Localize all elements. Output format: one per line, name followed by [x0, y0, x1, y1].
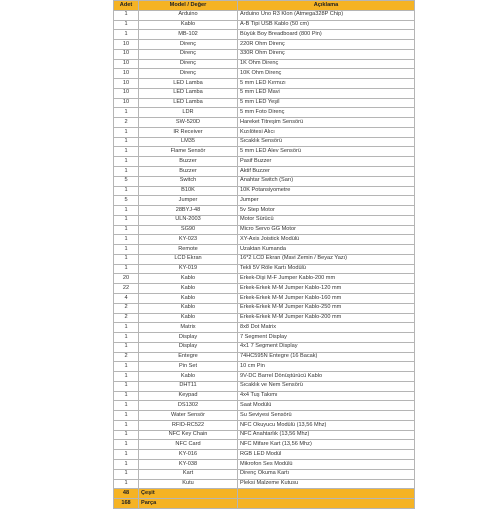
cell-adet: 1	[114, 420, 139, 430]
cell-adet: 1	[114, 479, 139, 489]
table-row	[114, 49, 415, 59]
cell-aciklama: 1K Ohm Direnç	[238, 59, 415, 69]
cell-adet: 1	[114, 157, 139, 167]
table-row	[114, 235, 415, 245]
cell-aciklama: 7 Segment Display	[238, 333, 415, 343]
cell-model: Kablo	[139, 293, 238, 303]
cell-aciklama: Erkek-Erkek M-M Jumper Kablo-200 mm	[238, 313, 415, 323]
cell-adet: 1	[114, 459, 139, 469]
cell-adet: 10	[114, 49, 139, 59]
cell-aciklama: Micro Servo GG Motor	[238, 225, 415, 235]
cell-model: NFC Card	[139, 440, 238, 450]
table-row	[114, 40, 415, 50]
cell-aciklama: 4x1 7 Segment Display	[238, 342, 415, 352]
table-row	[114, 127, 415, 137]
cell-aciklama: Aktif Buzzer	[238, 167, 415, 177]
cell-model: MB-102	[139, 30, 238, 40]
cell-aciklama: 5 mm LED Kırmızı	[238, 79, 415, 89]
table-row	[114, 245, 415, 255]
cell-model: Kablo	[139, 372, 238, 382]
cell-adet: 1	[114, 323, 139, 333]
table-row	[114, 157, 415, 167]
table-row	[114, 264, 415, 274]
cell-adet: 1	[114, 137, 139, 147]
table-row	[114, 274, 415, 284]
cell-aciklama: 4x4 Tuş Takımı	[238, 391, 415, 401]
table-row	[114, 206, 415, 216]
table-row	[114, 186, 415, 196]
table-row	[114, 59, 415, 69]
cell-aciklama: 9V-DC Barrel Dönüştürücü Kablo	[238, 372, 415, 382]
cell-adet: 10	[114, 40, 139, 50]
cell-adet: 1	[114, 411, 139, 421]
cell-model: Buzzer	[139, 157, 238, 167]
cell-adet: 1	[114, 469, 139, 479]
table-row	[114, 20, 415, 30]
cell-adet: 1	[114, 450, 139, 460]
cell-model: Pin Set	[139, 362, 238, 372]
cell-aciklama: Jumper	[238, 196, 415, 206]
cell-model: RFID-RC522	[139, 420, 238, 430]
table-row	[114, 372, 415, 382]
cell-model: LED Lamba	[139, 79, 238, 89]
table-footer	[114, 489, 415, 509]
column-header-model: Model / Değer	[139, 1, 238, 11]
cell-aciklama: Erkek-Erkek M-M Jumper Kablo-250 mm	[238, 303, 415, 313]
cell-adet: 1	[114, 30, 139, 40]
cell-adet: 1	[114, 430, 139, 440]
cell-model: Kablo	[139, 274, 238, 284]
cell-model: Buzzer	[139, 167, 238, 177]
cell-model: Kablo	[139, 284, 238, 294]
cell-model: Flame Sensör	[139, 147, 238, 157]
cell-aciklama: NFC Mifare Kart (13,56 Mhz)	[238, 440, 415, 450]
cell-aciklama: Tekli 5V Röle Kartı Modülü	[238, 264, 415, 274]
cell-aciklama: XY-Axis Joistick Modülü	[238, 235, 415, 245]
cell-adet: 2	[114, 352, 139, 362]
cell-aciklama: Büyük Boy Breadboard (800 Pin)	[238, 30, 415, 40]
parts-list-table	[113, 0, 415, 509]
cell-model: Direnç	[139, 49, 238, 59]
table-row	[114, 352, 415, 362]
table-row	[114, 313, 415, 323]
cell-aciklama: Anahtar Switch (Sarı)	[238, 176, 415, 186]
table-row	[114, 440, 415, 450]
cell-model: ULN-2003	[139, 215, 238, 225]
cell-model: SG90	[139, 225, 238, 235]
cell-model: Jumper	[139, 196, 238, 206]
cell-aciklama: Hareket Titreşim Sensörü	[238, 118, 415, 128]
table-row	[114, 293, 415, 303]
cell-adet: 1	[114, 186, 139, 196]
cell-adet: 5	[114, 176, 139, 186]
cell-adet: 1	[114, 225, 139, 235]
cell-aciklama: 5v Step Motor	[238, 206, 415, 216]
cell-model: NFC Key Chain	[139, 430, 238, 440]
table-row	[114, 401, 415, 411]
cell-adet: 5	[114, 196, 139, 206]
cell-model: Kablo	[139, 303, 238, 313]
cell-model: Entegre	[139, 352, 238, 362]
cell-model: DHT11	[139, 381, 238, 391]
cell-model: Direnç	[139, 59, 238, 69]
cell-model: 28BYJ-48	[139, 206, 238, 216]
summary-empty-cell	[238, 489, 415, 499]
cell-adet: 10	[114, 69, 139, 79]
cell-model: KY-038	[139, 459, 238, 469]
cell-aciklama: Arduino Uno R3 Klon (Atmega328P Chip)	[238, 10, 415, 20]
cell-aciklama: Motor Sürücü	[238, 215, 415, 225]
summary-count: 48	[114, 489, 139, 499]
cell-aciklama: Uzaktan Kumanda	[238, 245, 415, 255]
cell-aciklama: Sıcaklık ve Nem Sensörü	[238, 381, 415, 391]
cell-adet: 1	[114, 264, 139, 274]
cell-adet: 1	[114, 391, 139, 401]
table-row	[114, 254, 415, 264]
table-row	[114, 98, 415, 108]
cell-aciklama: 10K Ohm Direnç	[238, 69, 415, 79]
cell-adet: 1	[114, 401, 139, 411]
cell-aciklama: Erkek-Erkek M-M Jumper Kablo-160 mm	[238, 293, 415, 303]
cell-model: KY-016	[139, 450, 238, 460]
cell-aciklama: RGB LED Modül	[238, 450, 415, 460]
cell-adet: 1	[114, 10, 139, 20]
table-row	[114, 30, 415, 40]
cell-model: Direnç	[139, 69, 238, 79]
cell-model: Kutu	[139, 479, 238, 489]
table-row	[114, 479, 415, 489]
column-header-adet: Adet	[114, 1, 139, 11]
cell-adet: 10	[114, 59, 139, 69]
cell-aciklama: Erkek-Dişi M-F Jumper Kablo-200 mm	[238, 274, 415, 284]
table-row	[114, 333, 415, 343]
table-row	[114, 176, 415, 186]
cell-aciklama: 5 mm LED Mavi	[238, 88, 415, 98]
cell-adet: 20	[114, 274, 139, 284]
cell-aciklama: Pasif Buzzer	[238, 157, 415, 167]
cell-aciklama: A-B Tipi USB Kablo (50 cm)	[238, 20, 415, 30]
cell-adet: 1	[114, 167, 139, 177]
table-row	[114, 303, 415, 313]
cell-aciklama: Erkek-Erkek M-M Jumper Kablo-120 mm	[238, 284, 415, 294]
cell-model: LED Lamba	[139, 88, 238, 98]
cell-model: B10K	[139, 186, 238, 196]
cell-adet: 1	[114, 206, 139, 216]
cell-adet: 1	[114, 440, 139, 450]
cell-aciklama: Kızılötesi Alıcı	[238, 127, 415, 137]
summary-label: Çeşit	[139, 489, 238, 499]
cell-adet: 1	[114, 127, 139, 137]
table-row	[114, 118, 415, 128]
header-row	[114, 1, 415, 11]
cell-model: LED Lamba	[139, 98, 238, 108]
column-header-aciklama: Açıklama	[238, 1, 415, 11]
cell-adet: 1	[114, 147, 139, 157]
cell-adet: 1	[114, 362, 139, 372]
table-row	[114, 88, 415, 98]
cell-model: Kart	[139, 469, 238, 479]
cell-adet: 1	[114, 245, 139, 255]
cell-adet: 10	[114, 79, 139, 89]
cell-model: Keypad	[139, 391, 238, 401]
table-row	[114, 459, 415, 469]
table-body	[114, 10, 415, 489]
cell-aciklama: Direnç Okuma Kartı	[238, 469, 415, 479]
table-row	[114, 469, 415, 479]
cell-aciklama: NFC Okuyucu Modülü (13,56 Mhz)	[238, 420, 415, 430]
table-row	[114, 137, 415, 147]
summary-row	[114, 489, 415, 499]
table-row	[114, 108, 415, 118]
cell-aciklama: Mikrofon Ses Modülü	[238, 459, 415, 469]
table-row	[114, 10, 415, 20]
cell-model: DS1302	[139, 401, 238, 411]
cell-model: Direnç	[139, 40, 238, 50]
cell-aciklama: 5 mm LED Alev Sensörü	[238, 147, 415, 157]
cell-aciklama: 220R Ohm Direnç	[238, 40, 415, 50]
cell-model: Water Sensör	[139, 411, 238, 421]
table-row	[114, 342, 415, 352]
table-row	[114, 362, 415, 372]
table-row	[114, 411, 415, 421]
cell-adet: 1	[114, 333, 139, 343]
table-row	[114, 147, 415, 157]
cell-model: Remote	[139, 245, 238, 255]
cell-adet: 22	[114, 284, 139, 294]
cell-aciklama: NFC Anahtarlık (13,56 Mhz)	[238, 430, 415, 440]
cell-model: Kablo	[139, 20, 238, 30]
table-row	[114, 323, 415, 333]
cell-model: KY-023	[139, 235, 238, 245]
table-row	[114, 225, 415, 235]
cell-model: LDR	[139, 108, 238, 118]
cell-aciklama: Saat Modülü	[238, 401, 415, 411]
cell-aciklama: Pleksi Malzeme Kutusu	[238, 479, 415, 489]
cell-adet: 1	[114, 372, 139, 382]
cell-adet: 2	[114, 313, 139, 323]
cell-adet: 1	[114, 20, 139, 30]
summary-count: 168	[114, 499, 139, 509]
table-row	[114, 430, 415, 440]
cell-aciklama: 5 mm LED Yeşil	[238, 98, 415, 108]
table-row	[114, 69, 415, 79]
cell-aciklama: Su Seviyesi Sensörü	[238, 411, 415, 421]
cell-model: Display	[139, 342, 238, 352]
summary-empty-cell	[238, 499, 415, 509]
cell-adet: 1	[114, 342, 139, 352]
cell-model: IR Receiver	[139, 127, 238, 137]
cell-model: LCD Ekran	[139, 254, 238, 264]
table-row	[114, 450, 415, 460]
table-row	[114, 167, 415, 177]
cell-aciklama: 5 mm Foto Direnç	[238, 108, 415, 118]
table-row	[114, 196, 415, 206]
table-row	[114, 391, 415, 401]
table-row	[114, 381, 415, 391]
cell-adet: 10	[114, 98, 139, 108]
cell-adet: 1	[114, 254, 139, 264]
cell-adet: 1	[114, 235, 139, 245]
cell-model: LM35	[139, 137, 238, 147]
cell-aciklama: 10 cm Pin	[238, 362, 415, 372]
cell-aciklama: 8x8 Dot Matrix	[238, 323, 415, 333]
cell-aciklama: 330R Ohm Direnç	[238, 49, 415, 59]
cell-model: Display	[139, 333, 238, 343]
cell-model: KY-019	[139, 264, 238, 274]
cell-aciklama: Sıcaklık Sensörü	[238, 137, 415, 147]
cell-model: Arduino	[139, 10, 238, 20]
table-row	[114, 284, 415, 294]
cell-model: Matrix	[139, 323, 238, 333]
cell-model: SW-520D	[139, 118, 238, 128]
table-row	[114, 79, 415, 89]
summary-row	[114, 499, 415, 509]
cell-adet: 1	[114, 108, 139, 118]
cell-adet: 2	[114, 303, 139, 313]
cell-aciklama: 74HC595N Entegre (16 Bacak)	[238, 352, 415, 362]
cell-adet: 1	[114, 215, 139, 225]
cell-aciklama: 16*2 LCD Ekran (Mavi Zemin / Beyaz Yazı)	[238, 254, 415, 264]
summary-label: Parça	[139, 499, 238, 509]
cell-adet: 2	[114, 118, 139, 128]
cell-model: Kablo	[139, 313, 238, 323]
cell-adet: 10	[114, 88, 139, 98]
cell-adet: 4	[114, 293, 139, 303]
cell-adet: 1	[114, 381, 139, 391]
table-row	[114, 420, 415, 430]
cell-model: Switch	[139, 176, 238, 186]
cell-aciklama: 10K Potansiyometre	[238, 186, 415, 196]
table-row	[114, 215, 415, 225]
